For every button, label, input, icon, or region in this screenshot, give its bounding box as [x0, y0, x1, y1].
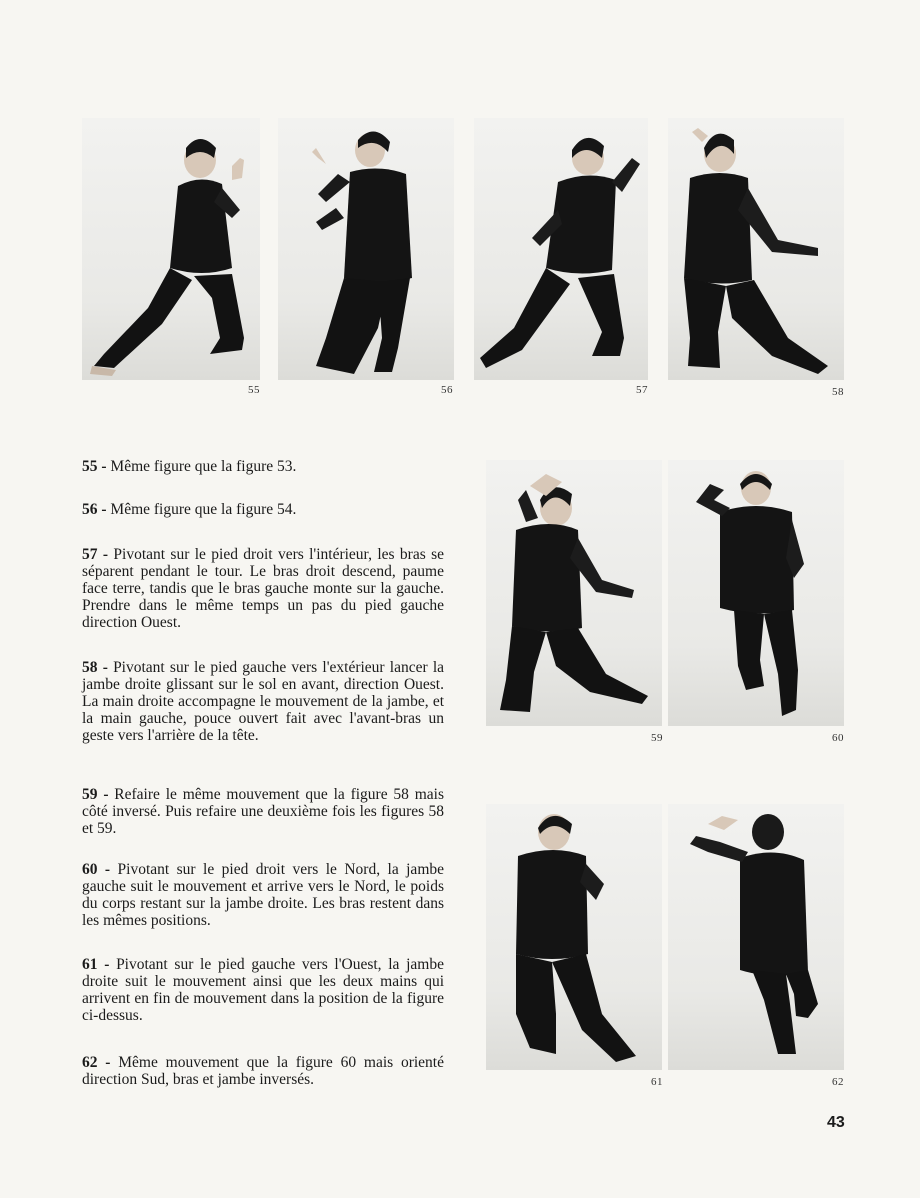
figure-number-60: 60 [832, 732, 844, 744]
figure-number-57: 57 [636, 384, 648, 396]
figure-number-62: 62 [832, 1076, 844, 1088]
paragraph-57 [82, 546, 444, 631]
figure-number-55: 55 [248, 384, 260, 396]
figure-number-61: 61 [651, 1076, 663, 1088]
photo-figure-58 [668, 118, 844, 380]
paragraph-58-number: 58 - [82, 659, 108, 676]
paragraph-59-number: 59 - [82, 786, 109, 803]
paragraph-55-number: 55 - [82, 458, 107, 475]
paragraph-62-number: 62 - [82, 1054, 111, 1071]
figure-60-silhouette [668, 460, 844, 726]
figure-55-silhouette [82, 118, 260, 380]
paragraph-55-text: Même figure que la figure 53. [110, 458, 297, 475]
photo-figure-60 [668, 460, 844, 726]
photo-figure-55 [82, 118, 260, 380]
figure-number-59: 59 [651, 732, 663, 744]
figure-58-silhouette [668, 118, 844, 380]
photo-figure-61 [486, 804, 662, 1070]
figure-56-silhouette [278, 118, 454, 380]
paragraph-61 [82, 956, 444, 1024]
paragraph-56-number: 56 - [82, 501, 107, 518]
figure-number-56: 56 [441, 384, 453, 396]
figure-57-silhouette [474, 118, 648, 380]
paragraph-58-text: Pivotant sur le pied gauche vers l'extérieur lancer la jambe droite glissant sur le sol en avant, direction Ouest. La main droite accompagne le mouvement de la jambe, et la main gauche, pouce ouvert fait avec l'avant-bras un geste vers l'arrière de la tête. [82, 659, 445, 744]
photo-figure-62 [668, 804, 844, 1070]
paragraph-57-number: 57 - [82, 546, 109, 563]
paragraph-59-text: Refaire le même mouvement que la figure 58 mais côté inversé. Puis refaire une deuxième fois les figures 58 et 59. [82, 786, 444, 837]
photo-figure-59 [486, 460, 662, 726]
paragraph-60-text: Pivotant sur le pied droit vers le Nord, la jambe gauche suit le mouvement et arrive vers le Nord, le poids du corps restant sur la jambe droite. Les bras restent dans les mêmes positions. [82, 861, 445, 929]
figure-62-silhouette [668, 804, 844, 1070]
paragraph-62 [82, 1054, 444, 1088]
paragraph-57-text: Pivotant sur le pied droit vers l'intérieur, les bras se séparent pendant le tour. Le bras droit descend, paume face terre, tandis que le bras gauche monte sur la gauche. Prendre dans le même temps un pas du pied gauche direction Ouest. [82, 546, 445, 631]
paragraph-60 [82, 861, 444, 929]
paragraph-55 [82, 458, 444, 475]
paragraph-59 [82, 786, 444, 837]
paragraph-58 [82, 659, 444, 744]
photo-figure-57 [474, 118, 648, 380]
paragraph-56 [82, 501, 444, 518]
photo-figure-56 [278, 118, 454, 380]
figure-61-silhouette [486, 804, 662, 1070]
paragraph-56-text: Même figure que la figure 54. [110, 501, 297, 518]
paragraph-62-text: Même mouvement que la figure 60 mais orienté direction Sud, bras et jambe inversés. [82, 1054, 444, 1088]
paragraph-61-text: Pivotant sur le pied gauche vers l'Ouest, la jambe droite suit le mouvement ainsi que les deux mains qui arrivent en fin de mouvement dans la position de la figure ci-dessus. [82, 956, 444, 1024]
paragraph-60-number: 60 - [82, 861, 111, 878]
figure-number-58: 58 [832, 386, 844, 398]
figure-59-silhouette [486, 460, 662, 726]
page-number: 43 [827, 1114, 845, 1131]
paragraph-61-number: 61 - [82, 956, 110, 973]
